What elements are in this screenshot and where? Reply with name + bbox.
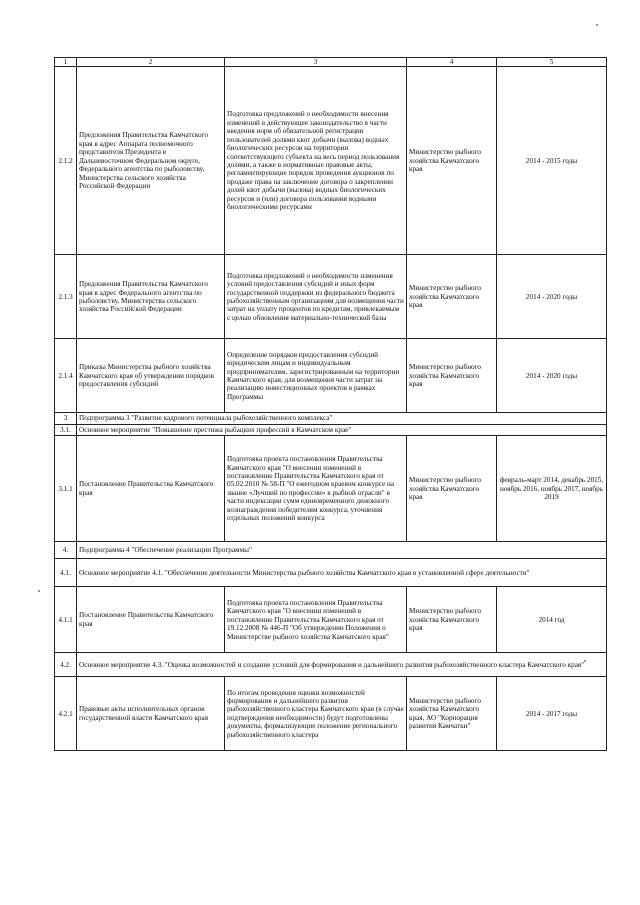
item-number: 2.1.2 <box>55 67 77 255</box>
section-number: 4. <box>55 542 77 559</box>
responsible-cell: Министерство рыбного хозяйства Камчатского края <box>407 255 497 339</box>
column-number-row <box>55 58 607 67</box>
section-title: Подпрограмма 3 "Развитие кадрового потенциала рыбохозяйственного комплекса" <box>77 413 607 424</box>
section-title: Основное мероприятие "Повышение престижа рыбацких профессий в Камчатском крае" <box>77 424 607 435</box>
content-cell: Определение порядков предоставления субсидий юридическим лицам и индивидуальным предпринимателям, зарегистрированным на территории Камчатского края, для возмещения части затрат на реализацию инвестиционных проектов в рамках Программы <box>225 339 407 413</box>
section-row <box>55 424 607 435</box>
deadline-cell: 2014 - 2017 годы <box>497 677 607 751</box>
table-row <box>55 255 607 339</box>
column-number: 2 <box>77 58 225 67</box>
section-title: Основное мероприятие 4.3. "Оценка возможностей и создание условий для формирования и дальнейшего развития рыбохозяйственного кластера Камчатского края" <box>77 653 607 677</box>
column-number: 1 <box>55 58 77 67</box>
table-row <box>55 677 607 751</box>
column-number: 4 <box>407 58 497 67</box>
deadline-cell: 2014 - 2015 годы <box>497 67 607 255</box>
table-row <box>55 587 607 653</box>
scan-speck <box>38 590 40 592</box>
section-number: 4.1. <box>55 559 77 587</box>
deadline-cell: 2014 - 2020 годы <box>497 255 607 339</box>
legal-act-cell: Правовые акты исполнительных органов государственной власти Камчатского края <box>77 677 225 751</box>
table-row <box>55 436 607 542</box>
legal-act-cell: Предложения Правительства Камчатского края в адрес Аппарата полномочного представителя Президента в Дальневосточном Федеральном округе, Федерального агентства по рыболовству, Министерства сельского хозяйства Российской Федерации <box>77 67 225 255</box>
item-number: 4.2.1 <box>55 677 77 751</box>
section-row <box>55 542 607 559</box>
content-cell: Подготовка предложений о необходимости изменения условий предоставления субсидий и иных форм государственной поддержки из федерального бюджета рыбохозяйственным организациям для возмещения части затрат на уплату процентов по кредитам, привлекаемым с целью обновления материально-технической базы <box>225 255 407 339</box>
content-cell: По итогам проведения оценки возможностей формирования и дальнейшего развития рыбохозяйственного кластера Камчатского края (в случае подтверждения необходимости) будут подготовлены документы, формализующие положение регионального рыбохозяйственного кластера <box>225 677 407 751</box>
section-title: Подпрограмма 4 "Обеспечение реализации Программы" <box>77 542 607 559</box>
table-row <box>55 339 607 413</box>
scan-speck <box>584 660 586 662</box>
responsible-cell: Министерство рыбного хозяйства Камчатского края <box>407 339 497 413</box>
deadline-cell: февраль-март 2014, декабрь 2015, ноябрь 2016, ноябрь 2017, ноябрь 2019 <box>497 436 607 542</box>
column-number: 3 <box>225 58 407 67</box>
section-number: 4.2. <box>55 653 77 677</box>
program-table <box>54 57 607 751</box>
section-row <box>55 413 607 424</box>
responsible-cell: Министерство рыбного хозяйства Камчатского края <box>407 436 497 542</box>
section-number: 3 <box>55 413 77 424</box>
item-number: 3.1.1 <box>55 436 77 542</box>
table-row <box>55 67 607 255</box>
responsible-cell: Министерство рыбного хозяйства Камчатского края <box>407 587 497 653</box>
content-cell: Подготовка проекта постановления Правительства Камчатского края "О внесении изменений в постановление Правительства Камчатского края от 19.12.2008 № 446-П "Об утверждении Положения о Министерстве рыбного хозяйства Камчатского края" <box>225 587 407 653</box>
legal-act-cell: Постановление Правительства Камчатского края <box>77 436 225 542</box>
section-number: 3.1. <box>55 424 77 435</box>
deadline-cell: 2014 год <box>497 587 607 653</box>
content-cell: Подготовка предложений о необходимости внесения изменений в действующее законодательство в части введения норм об обязательной регистрации пользователей долями квот добычи (вылова) водных биологических ресурсов на территории соответствующего субъекта на весь период пользования долями, а также в нормативные правовые акты, регламентирующие порядок проведения аукционов по продаже права на заключение договора о закреплении долей квот добычи (вылова) водных биологических ресурсов и (или) договора пользования водными биологическими ресурсами <box>225 67 407 255</box>
item-number: 4.1.1 <box>55 587 77 653</box>
scan-speck <box>596 24 598 26</box>
legal-act-cell: Предложения Правительства Камчатского края в адрес Федерального агентства по рыболовству, Министерства сельского хозяйства Российской Федерации <box>77 255 225 339</box>
legal-act-cell: Постановление Правительства Камчатского края <box>77 587 225 653</box>
legal-act-cell: Приказы Министерства рыбного хозяйства Камчатского края об утверждении порядков предоставления субсидий <box>77 339 225 413</box>
section-row <box>55 559 607 587</box>
responsible-cell: Министерство рыбного хозяйства Камчатского края, АО "Корпорация развития Камчатки" <box>407 677 497 751</box>
table-body <box>55 58 607 751</box>
responsible-cell: Министерство рыбного хозяйства Камчатского края <box>407 67 497 255</box>
deadline-cell: 2014 - 2020 годы <box>497 339 607 413</box>
column-number: 5 <box>497 58 607 67</box>
content-cell: Подготовка проекта постановления Правительства Камчатского края "О внесении изменений в постановление Правительства Камчатского края от 05.02.2010 № 58-П "О ежегодном краевом конкурсе на звание «Лучший по профессии» в рыбной отрасли" в части индексации сумм единовременного денежного вознаграждения победителям конкурса, уточнения отдельных положений конкурса <box>225 436 407 542</box>
item-number: 2.1.4 <box>55 339 77 413</box>
section-row <box>55 653 607 677</box>
section-title: Основное мероприятие 4.1. "Обеспечение деятельности Министерства рыбного хозяйства Камчатского края в установленной сфере деятельности" <box>77 559 607 587</box>
item-number: 2.1.3 <box>55 255 77 339</box>
